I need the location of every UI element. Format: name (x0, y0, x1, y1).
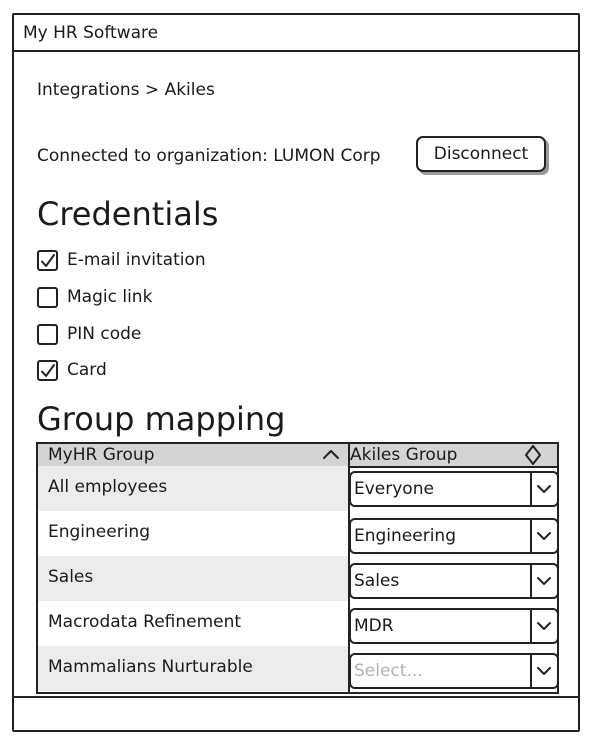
app-window (12, 13, 580, 732)
table-row (38, 556, 348, 601)
table-row (38, 601, 348, 646)
checkbox-label: Magic link (67, 287, 153, 307)
akiles-group-select[interactable] (349, 563, 559, 599)
table-row (38, 511, 348, 556)
chevron-down-icon[interactable] (537, 484, 551, 494)
chevron-down-icon[interactable] (537, 576, 551, 586)
select-divider (530, 610, 532, 642)
select-value: Sales (354, 571, 400, 591)
title-bar (14, 15, 578, 52)
chevron-down-icon[interactable] (537, 666, 551, 676)
myhr-group-cell: Engineering (48, 522, 150, 542)
myhr-group-cell: Mammalians Nurturable (48, 657, 253, 677)
chevron-up-icon[interactable] (322, 448, 340, 460)
credential-option-magic-link[interactable] (37, 285, 152, 309)
table-row (38, 466, 348, 511)
select-value: Engineering (354, 526, 456, 546)
column-header-myhr-group[interactable]: MyHR Group (48, 445, 155, 465)
select-placeholder: Select... (354, 661, 423, 681)
check-icon (40, 253, 56, 269)
email-invitation-checkbox[interactable] (37, 250, 58, 271)
checkbox-label: E-mail invitation (67, 250, 206, 270)
akiles-group-select[interactable] (349, 653, 559, 689)
window-title: My HR Software (23, 23, 159, 43)
card-checkbox[interactable] (37, 360, 58, 381)
akiles-group-select[interactable] (349, 471, 559, 507)
credential-option-email[interactable] (37, 248, 206, 272)
select-divider (530, 473, 532, 505)
select-value: MDR (354, 616, 394, 636)
myhr-group-cell: All employees (48, 477, 168, 497)
myhr-group-cell: Sales (48, 567, 94, 587)
checkbox-label: PIN code (67, 324, 142, 344)
pin-code-checkbox[interactable] (37, 324, 58, 345)
akiles-group-select[interactable] (349, 518, 559, 554)
breadcrumb: Integrations > Akiles (37, 80, 215, 100)
group-mapping-heading: Group mapping (37, 400, 286, 438)
connection-status: Connected to organization: LUMON Corp (37, 146, 381, 166)
akiles-group-select[interactable] (349, 608, 559, 644)
select-divider (530, 565, 532, 597)
table-row (38, 646, 348, 691)
select-value: Everyone (354, 479, 434, 499)
column-divider (348, 444, 350, 692)
sort-icon[interactable] (524, 445, 542, 465)
magic-link-checkbox[interactable] (37, 287, 58, 308)
select-divider (530, 655, 532, 687)
checkbox-label: Card (67, 360, 107, 380)
check-icon (40, 363, 56, 379)
footer-bar (14, 696, 578, 732)
disconnect-button[interactable]: Disconnect (416, 136, 546, 172)
credential-option-card[interactable] (37, 358, 107, 382)
myhr-group-cell: Macrodata Refinement (48, 612, 242, 632)
group-mapping-table (36, 442, 559, 694)
select-divider (530, 520, 532, 552)
table-header (38, 444, 557, 468)
column-header-akiles-group[interactable]: Akiles Group (350, 445, 458, 465)
credentials-heading: Credentials (37, 195, 219, 233)
chevron-down-icon[interactable] (537, 621, 551, 631)
chevron-down-icon[interactable] (537, 531, 551, 541)
credential-option-pin[interactable] (37, 322, 141, 346)
